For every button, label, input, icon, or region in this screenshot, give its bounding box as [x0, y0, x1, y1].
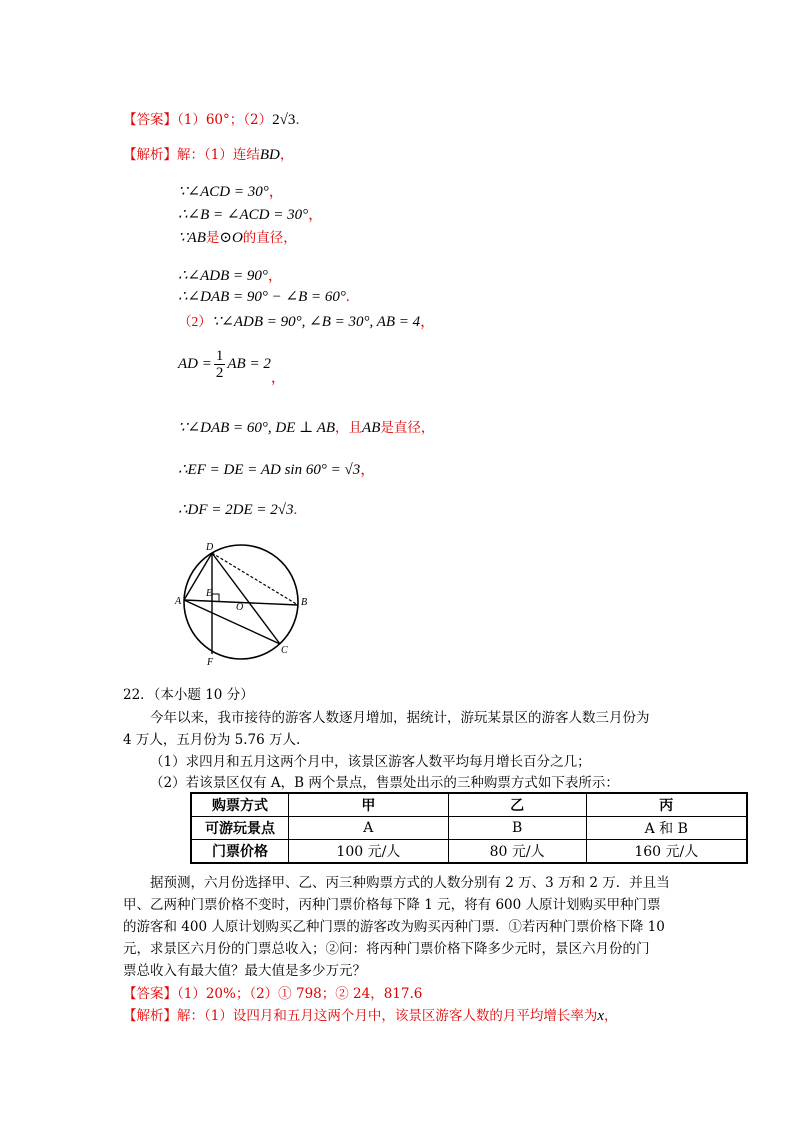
label-d: D — [206, 542, 214, 553]
q22-question2: （2）若该景区仅有 A，B 两个景点，售票处出示的三种购票方式如下表所示： — [150, 775, 619, 791]
label-c: C — [281, 645, 288, 656]
table-cell: 100 元/人 — [289, 840, 449, 864]
table-row — [191, 817, 747, 840]
q22-para1-line2: 4 万人，五月份为 5.76 万人. — [123, 732, 301, 748]
table-cell: 160 元/人 — [586, 840, 747, 864]
q22-header: 22．（本小题 10 分） — [123, 687, 254, 703]
fraction-half: $\frac{1}{2}$ — [215, 348, 224, 381]
proof-line-ef: ∴EF = DE = AD sin 60° = √3， — [178, 462, 376, 478]
segment-dc — [212, 553, 280, 644]
q22-analysis-line: 【解析】解：（1）设四月和五月这两个月中，该景区游客人数的月平均增长率为x， — [123, 1008, 618, 1024]
label-a: A — [175, 596, 182, 607]
table-cell: 丙 — [586, 793, 747, 817]
table-cell: 甲 — [289, 793, 449, 817]
q22-answer-line — [123, 982, 422, 1002]
proof-line-3: ∵AB是⊙O的直径， — [178, 230, 297, 246]
table-cell: 可游玩景点 — [191, 817, 289, 840]
label-o: O — [236, 602, 244, 613]
q21-analysis-line: 【解析】解：（1）连结BD， — [123, 147, 294, 163]
analysis-tag: 【解析】 — [123, 147, 177, 163]
table-cell: 购票方式 — [191, 793, 289, 817]
analysis-tag: 【解析】 — [123, 1008, 177, 1024]
label-b: B — [301, 597, 308, 608]
answer-tag: 【答案】 — [123, 986, 177, 1002]
table-row — [191, 840, 747, 864]
segment-ac — [184, 600, 280, 644]
q22-para2-line1: 据预测，六月份选择甲、乙、丙三种购票方式的人数分别有 2 万、3 万和 2 万．并且当 — [150, 875, 670, 891]
circle-o: ⊙O — [219, 230, 243, 246]
q22-para2-line2: 甲、乙两种门票价格不变时，丙种门票价格每下降 1 元，将有 600 人原计划购买甲种门票 — [123, 897, 661, 913]
table-cell: A — [289, 817, 449, 840]
right-angle-mark — [212, 594, 219, 601]
q22-para2-line3: 的游客和 400 人原计划购买乙种门票的游客改为购买丙种门票．①若丙种门票价格下降 10 — [123, 919, 665, 935]
answer-tag: 【答案】 — [123, 112, 177, 128]
label-f: F — [207, 657, 214, 668]
segment-bd: BD — [259, 147, 280, 163]
segment-db — [212, 553, 298, 605]
table-cell: 乙 — [448, 793, 586, 817]
circle-figure — [170, 538, 320, 668]
answer-value: 2√3 — [272, 112, 296, 128]
proof-line-ad: AD = $\frac{1}{2}$ AB = 2， — [178, 348, 286, 386]
answer-text: （1）60°；（2） — [177, 112, 273, 128]
label-e: E — [206, 588, 213, 599]
table-cell: B — [448, 817, 586, 840]
proof-line-1: ∵∠ACD = 30°， — [178, 184, 284, 200]
table-cell: 80 元/人 — [448, 840, 586, 864]
q21-answer-line: 【答案】（1）60°；（2）2√3. — [123, 112, 300, 128]
q22-question1: （1）求四月和五月这两个月中，该景区游客人数平均每月增长百分之几； — [150, 754, 591, 770]
proof-line-dab: ∵∠DAB = 60°, DE ⊥ AB，且AB是直径， — [178, 420, 435, 436]
ticket-table — [190, 792, 748, 864]
proof-line-4: ∴∠ADB = 90°， — [178, 268, 283, 284]
answer-text: （1）20%；（2）① 798；② 24，817.6 — [177, 986, 423, 1002]
q22-para2-line4: 元，求景区六月份的门票总收入；②问：将丙种门票价格下降多少元时，景区六月份的门 — [123, 941, 650, 957]
table-cell: A 和 B — [586, 817, 747, 840]
analysis-text: 解：（1）设四月和五月这两个月中，该景区游客人数的月平均增长率为 — [177, 1008, 598, 1024]
proof-line-2: ∴∠B = ∠ACD = 30°， — [178, 207, 324, 223]
table-row — [191, 793, 747, 817]
q22-para1-line1: 今年以来，我市接待的游客人数逐月增加，据统计，游玩某景区的游客人数三月份为 — [150, 710, 650, 726]
proof-line-6: （2）∵∠ADB = 90°, ∠B = 30°, AB = 4， — [178, 314, 436, 330]
table-cell: 门票价格 — [191, 840, 289, 864]
proof-line-df: ∴DF = 2DE = 2√3. — [178, 502, 298, 518]
variable-x: x — [597, 1008, 605, 1024]
analysis-intro: 解：（1）连结 — [177, 147, 260, 163]
proof-line-5: ∴∠DAB = 90° − ∠B = 60°. — [178, 289, 350, 305]
q22-para2-line5: 票总收入有最大值？最大值是多少万元？ — [123, 963, 366, 979]
